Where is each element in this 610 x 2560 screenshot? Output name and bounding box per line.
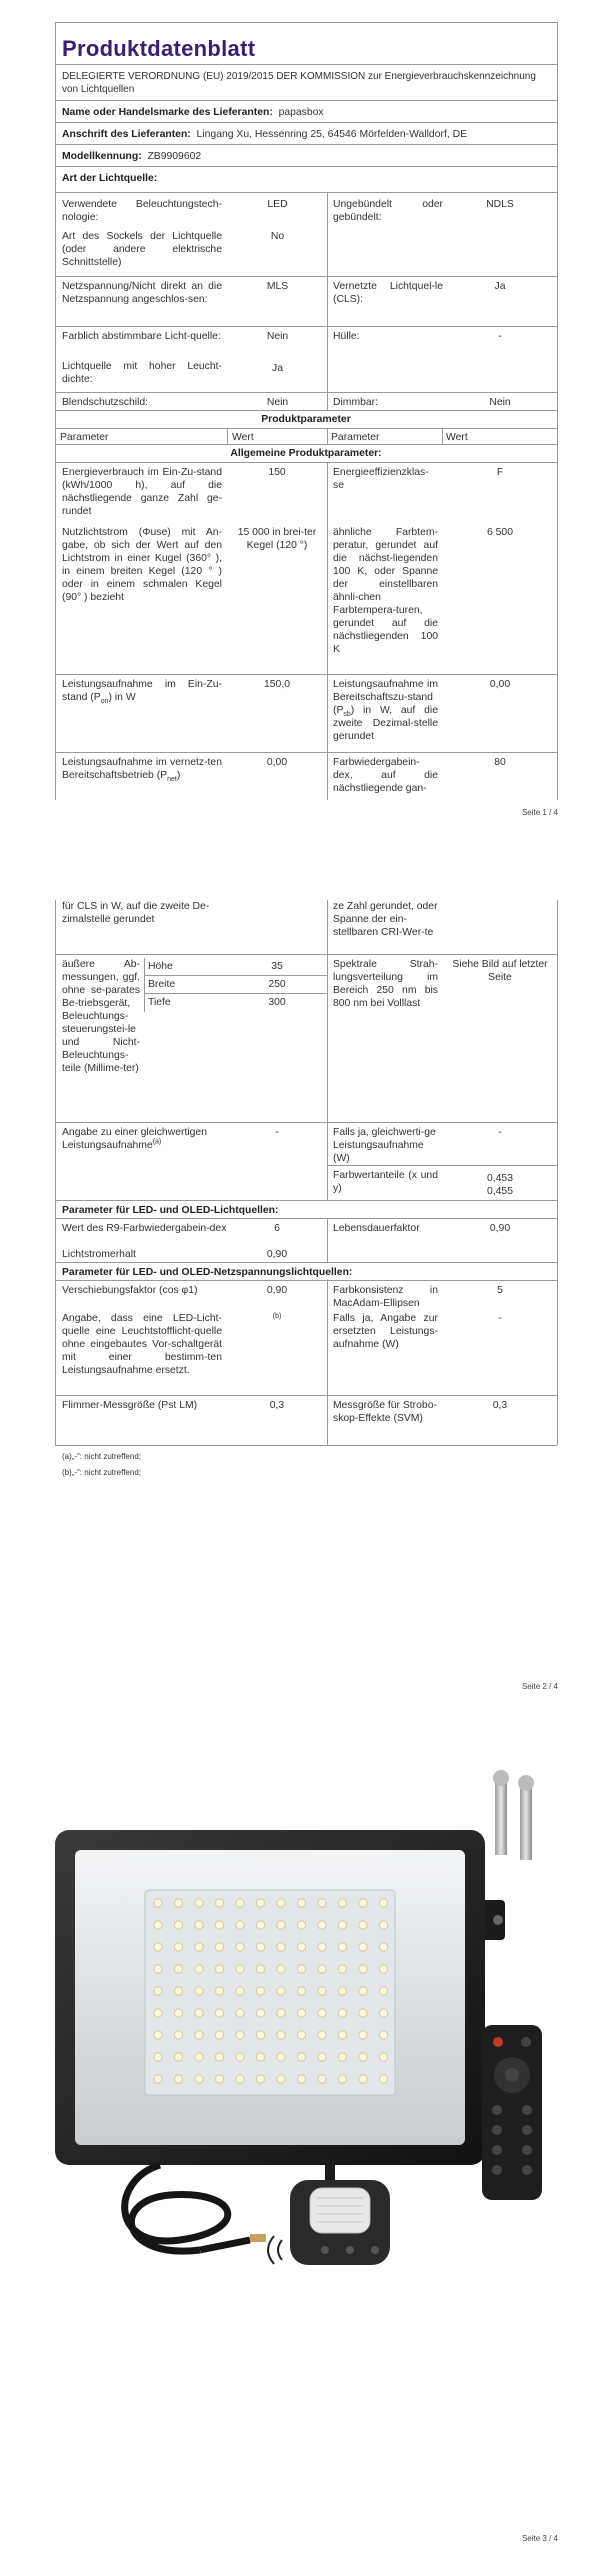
led-dot	[379, 2075, 387, 2083]
networked-label: Vernetzte Lichtquel-le (CLS):	[333, 281, 443, 305]
high-lum-value: Ja	[272, 363, 283, 374]
column-divider	[144, 958, 145, 1012]
led-dot	[338, 2053, 346, 2061]
led-dot	[297, 1921, 305, 1929]
led-dot	[154, 1965, 162, 1973]
consumption-value: 150	[268, 467, 286, 478]
led-dot	[256, 1899, 264, 1907]
cos-value: 0,90	[266, 1285, 288, 1296]
depth-label: Tiefe	[148, 997, 171, 1008]
led-dot	[215, 1987, 223, 1995]
led-dot	[359, 1921, 367, 1929]
page-number: Seite 3 / 4	[521, 2534, 558, 2543]
led-dot	[195, 1987, 203, 1995]
cri-value: 80	[494, 757, 506, 768]
led-dot	[256, 1987, 264, 1995]
led-dot	[338, 2009, 346, 2017]
spd-label: Spektrale Strah-lungsverteilung im Bereich 250 nm bis 800 nm bei Volllast	[333, 959, 438, 1009]
led-dot	[236, 2009, 244, 2017]
led-dot	[215, 1899, 223, 1907]
socket-value: No	[270, 231, 285, 242]
led-dot	[256, 1921, 264, 1929]
sensor-knob	[346, 2246, 354, 2254]
flicker-label: Flimmer-Messgröße (Pst LM)	[62, 1400, 198, 1411]
led-dot	[215, 2053, 223, 2061]
led-dot	[256, 1965, 264, 1973]
dimmable-value: Nein	[489, 397, 511, 408]
led-dot	[318, 2075, 326, 2083]
sheet-left-border	[55, 22, 56, 800]
divider	[55, 1218, 557, 1219]
sheet-right-border	[557, 900, 558, 1445]
power-cable	[125, 2165, 250, 2251]
networked-value: Ja	[494, 281, 506, 292]
standby-sub: sb	[343, 711, 351, 719]
model-value: ZB9909602	[147, 151, 202, 162]
led-dot	[297, 2075, 305, 2083]
net-standby-cont: für CLS in W, auf die zweite De-zimalstelle gerundet	[62, 901, 210, 925]
remote-center-button	[505, 2068, 519, 2082]
divider	[327, 1165, 557, 1166]
divider	[55, 1122, 557, 1123]
power-on-tail: ) in W	[108, 692, 136, 703]
col-value-header-2: Wert	[446, 432, 468, 443]
colour-tunable-label: Farblich abstimmbare Licht-quelle:	[62, 331, 221, 342]
eclass-value: F	[496, 467, 504, 478]
type-heading: Art der Lichtquelle:	[62, 173, 158, 184]
led-dot	[256, 2053, 264, 2061]
product-image	[50, 1770, 560, 2270]
equiv-sup: (a)	[152, 1138, 162, 1146]
supplier-name-row	[62, 106, 324, 119]
divider	[55, 64, 557, 65]
led-dot	[174, 2009, 182, 2017]
led-dot	[379, 2053, 387, 2061]
column-divider	[327, 392, 328, 410]
retro-yes-label: Falls ja, Angabe zur ersetzten Leistungs-aufnahme (W)	[333, 1313, 438, 1350]
params-heading: Produktparameter	[261, 414, 351, 425]
divider	[55, 1395, 557, 1396]
led-dot	[379, 2031, 387, 2039]
net-standby-tail: )	[176, 770, 181, 781]
led-dot	[256, 2075, 264, 2083]
mains-label: Netzspannung/Nicht direkt an die Netzspannung angeschlos-sen:	[62, 281, 222, 305]
divider	[55, 100, 557, 101]
chroma-label: Farbwertanteile (x und y)	[333, 1170, 438, 1194]
led-dot	[338, 1899, 346, 1907]
flux-maint-value: 0,90	[266, 1249, 288, 1260]
led-dot	[174, 2053, 182, 2061]
led-dot	[379, 1943, 387, 1951]
led-dot	[154, 2053, 162, 2061]
chroma-x: 0,453	[486, 1173, 513, 1184]
led-dot	[236, 1899, 244, 1907]
led-dot	[318, 1899, 326, 1907]
divider	[55, 428, 557, 429]
equiv-label-text: Angabe zu einer gleichwertigen Leistungsaufnahme	[62, 1127, 207, 1151]
led-dot	[297, 1965, 305, 1973]
led-dot	[236, 2075, 244, 2083]
led-dot	[318, 2053, 326, 2061]
divider	[55, 326, 557, 327]
width-label: Breite	[148, 979, 176, 990]
column-divider	[442, 428, 443, 444]
led-dot	[236, 1965, 244, 1973]
column-divider	[327, 1218, 328, 1262]
power-on-label	[62, 678, 222, 704]
supplier-address-label: Anschrift des Lieferanten:	[62, 129, 191, 140]
bracket-screw	[493, 1915, 503, 1925]
antiglare-label: Blendschutzschild:	[62, 397, 149, 408]
retro-yes-value: -	[498, 1313, 502, 1324]
led-dot	[359, 1965, 367, 1973]
life-label: Lebensdauerfaktor	[333, 1223, 420, 1234]
footnote-b: (b)„-“: nicht zutreffend;	[62, 1468, 141, 1477]
net-standby-label	[62, 756, 222, 782]
divider	[55, 1280, 557, 1281]
divider	[55, 410, 557, 411]
regulation-text: DELEGIERTE VERORDNUNG (EU) 2019/2015 DER KOMMISSION zur Energieverbrauchskennzeichnung von Lichtquellen	[62, 71, 536, 95]
led-dot	[297, 1987, 305, 1995]
led-dot	[215, 1965, 223, 1973]
cable-end	[250, 2234, 266, 2242]
led-dot	[379, 1965, 387, 1973]
led-dot	[215, 2075, 223, 2083]
led-dot	[195, 2031, 203, 2039]
sheet-right-border	[557, 22, 558, 800]
column-divider	[327, 1395, 328, 1445]
consumption-label: Energieverbrauch im Ein-Zu-stand (kWh/1000 h), auf die nächstliegende ganze Zahl ge-rundet	[62, 467, 222, 517]
led-dot	[236, 1943, 244, 1951]
led-dot	[236, 2053, 244, 2061]
led-dot	[277, 2009, 285, 2017]
divider	[55, 166, 557, 167]
divider	[55, 392, 557, 393]
page-number: Seite 1 / 4	[521, 808, 558, 817]
led-dot	[277, 1943, 285, 1951]
net-standby-value: 0,00	[266, 757, 288, 768]
led-dot	[277, 1987, 285, 1995]
tech-value: LED	[267, 199, 288, 210]
led-dot	[338, 1987, 346, 1995]
led-dot	[195, 2009, 203, 2017]
led-dot	[215, 1921, 223, 1929]
led-dot	[338, 2031, 346, 2039]
tech-label: Verwendete Beleuchtungstech-nologie:	[62, 199, 222, 223]
flicker-value: 0,3	[269, 1400, 285, 1411]
led-dot	[154, 2075, 162, 2083]
divider	[55, 674, 557, 675]
depth-value: 300	[268, 997, 286, 1008]
sheet-top-border	[55, 22, 557, 23]
remote-control	[482, 2025, 542, 2200]
standby-label	[333, 678, 438, 743]
equiv-value: -	[275, 1127, 279, 1138]
strobo-value: 0,3	[492, 1400, 508, 1411]
page-number: Seite 2 / 4	[521, 1682, 558, 1691]
column-divider	[327, 462, 328, 800]
led-dot	[154, 2031, 162, 2039]
col-value-header: Wert	[232, 432, 254, 443]
dims-label: äußere Ab-messungen, ggf. ohne se-parates Be-triebsgerät, Beleuchtungs-steuerungstei-le und Nicht-Beleuchtungs-teile (Millime-ter)	[62, 959, 140, 1074]
net-standby-sub: net	[167, 776, 177, 784]
led-dot	[338, 1965, 346, 1973]
envelope-label: Hülle:	[333, 331, 360, 342]
divider	[55, 462, 557, 463]
led-dot	[379, 1987, 387, 1995]
led-dot	[359, 2075, 367, 2083]
envelope-value: -	[498, 331, 502, 342]
led-dot	[256, 2009, 264, 2017]
led-dot	[297, 1899, 305, 1907]
led-dot	[195, 1899, 203, 1907]
divider	[55, 1262, 557, 1263]
expansion-bolts	[493, 1770, 534, 1860]
high-lum-label: Lichtquelle mit hoher Leucht-dichte:	[62, 361, 222, 385]
socket-label: Art des Sockels der Lichtquelle (oder andere elektrische Schnittstelle)	[62, 231, 222, 268]
standby-label-text: Leistungsaufnahme im Bereitschaftszu-stand (P	[333, 679, 438, 716]
supplier-address-value: Lingang Xu, Hessenring 25, 64546 Mörfelden-Walldorf, DE	[196, 129, 468, 140]
strobo-label: Messgröße für Strobo-skop-Effekte (SVM)	[333, 1400, 437, 1424]
led-dot	[359, 1899, 367, 1907]
footnote-a: (a)„-“: nicht zutreffend;	[62, 1452, 141, 1461]
cct-label: ähnliche Farbtem-peratur, gerundet auf die nächst-liegenden 100 K, oder Spanne der einstellbaren ähnli-chen Farbtempera-turen, gerundet auf die nächstliegenden 100 K	[333, 527, 438, 655]
led-dot	[297, 1943, 305, 1951]
antiglare-value: Nein	[266, 397, 289, 408]
divider	[55, 752, 557, 753]
net-standby-label-text: Leistungsaufnahme im vernetz-ten Bereitschaftsbetrieb (P	[62, 757, 222, 781]
led-dot	[359, 2031, 367, 2039]
led-dot	[338, 2075, 346, 2083]
led-dot	[256, 1943, 264, 1951]
supplier-address-row	[62, 128, 467, 141]
led-dot	[195, 2053, 203, 2061]
sheet-left-border	[55, 900, 56, 1445]
unbundled-label: Ungebündelt oder gebündelt:	[333, 199, 443, 223]
led-dot	[195, 1921, 203, 1929]
standby-value: 0,00	[489, 679, 511, 690]
led-dot	[174, 1943, 182, 1951]
power-on-label-text: Leistungsaufnahme im Ein-Zu-stand (P	[62, 679, 222, 703]
led-dot	[318, 1965, 326, 1973]
flux-value: 15 000 in brei-ter Kegel (120 °)	[237, 527, 317, 551]
cri-cont: ze Zahl gerundet, oder Spanne der ein-stellbaren CRI-Wer-te	[333, 901, 438, 938]
led-dot	[174, 1921, 182, 1929]
colour-tunable-value: Nein	[266, 331, 289, 342]
led-dot	[297, 2009, 305, 2017]
supplier-name-value: papasbox	[278, 107, 324, 118]
retro-value: (b)	[272, 1313, 282, 1320]
led-dot	[318, 1921, 326, 1929]
divider	[55, 144, 557, 145]
spd-value: Siehe Bild auf letzter Seite	[452, 959, 548, 983]
led-dot	[174, 2075, 182, 2083]
led-dot	[379, 1921, 387, 1929]
column-divider	[327, 192, 328, 392]
flux-label: Nutzlichtstrom (Φuse) mit An-gabe, ob sich der Wert auf den Lichtstrom in einer Kugel (360° ), in einem breiten Kegel (120 ° ) oder in einem schmalen Kegel (90° ) bezieht	[62, 527, 222, 603]
mains-value: MLS	[266, 281, 289, 292]
led-dot	[174, 1987, 182, 1995]
power-on-value: 150,0	[263, 679, 290, 690]
divider	[55, 1200, 557, 1201]
macadam-label: Farbkonsistenz in MacAdam-Ellipsen	[333, 1285, 438, 1309]
column-divider	[327, 1280, 328, 1395]
led-dot	[154, 1899, 162, 1907]
led-dot	[195, 1943, 203, 1951]
led-dot	[154, 1987, 162, 1995]
led-dot	[174, 1899, 182, 1907]
led-dot	[236, 1987, 244, 1995]
led-dot	[297, 2053, 305, 2061]
remote-power-button	[493, 2037, 503, 2047]
height-label: Höhe	[148, 961, 173, 972]
divider	[144, 975, 327, 976]
divider	[55, 276, 557, 277]
led-dot	[215, 2031, 223, 2039]
cri-label: Farbwiedergabein-dex, auf die nächstliegende gan-	[333, 757, 438, 794]
height-value: 35	[271, 961, 283, 972]
led-dot	[256, 2031, 264, 2039]
led-dot	[338, 1943, 346, 1951]
equiv-yes-value: -	[498, 1127, 502, 1138]
sensor-knob	[371, 2246, 379, 2254]
led-dot	[318, 1943, 326, 1951]
divider	[55, 122, 557, 123]
led-dot	[359, 2009, 367, 2017]
equiv-label	[62, 1126, 222, 1152]
led-dot	[359, 2053, 367, 2061]
eclass-label: Energieeffizienzklas-se	[333, 467, 429, 491]
divider	[144, 993, 327, 994]
led-dot	[318, 1987, 326, 1995]
life-value: 0,90	[489, 1223, 511, 1234]
power-on-sub: on	[100, 698, 109, 706]
led-dot	[277, 1899, 285, 1907]
unbundled-value: NDLS	[486, 199, 514, 210]
r9-value: 6	[274, 1223, 280, 1234]
led-dot	[277, 1921, 285, 1929]
column-divider	[327, 900, 328, 1200]
divider	[55, 954, 557, 955]
led-dot	[154, 1921, 162, 1929]
remote-button	[521, 2037, 531, 2047]
width-value: 250	[268, 979, 286, 990]
equiv-yes-label: Falls ja, gleichwerti-ge Leistungsaufnahme (W)	[333, 1127, 436, 1164]
mains-heading: Parameter für LED- und OLED-Netzspannungslichtquellen:	[62, 1267, 353, 1278]
page-title: Produktdatenblatt	[62, 36, 256, 61]
led-dot	[277, 2053, 285, 2061]
r9-label: Wert des R9-Farbwiedergabein-dex	[62, 1223, 227, 1234]
led-dot	[318, 2031, 326, 2039]
general-heading: Allgemeine Produktparameter:	[230, 448, 382, 459]
led-dot	[195, 1965, 203, 1973]
led-heading: Parameter für LED- und OLED-Lichtquellen:	[62, 1205, 279, 1216]
flux-maint-label: Lichtstromerhalt	[62, 1249, 136, 1260]
model-row	[62, 150, 201, 163]
led-dot	[318, 2009, 326, 2017]
led-dot	[215, 2009, 223, 2017]
led-dot	[236, 2031, 244, 2039]
led-dot	[277, 2075, 285, 2083]
macadam-value: 5	[497, 1285, 503, 1296]
divider	[55, 192, 557, 193]
divider	[55, 1445, 557, 1446]
led-dot	[379, 1899, 387, 1907]
divider	[55, 444, 557, 445]
led-dot	[359, 1987, 367, 1995]
supplier-name-label: Name oder Handelsmarke des Lieferanten:	[62, 107, 273, 118]
led-dot	[195, 2075, 203, 2083]
retro-label: Angabe, dass eine LED-Licht-quelle eine Leuchtstofflicht-quelle ohne eingebautes Vor-schaltgerät mit einer bestimm-ten Leistungsaufnahme ersetzt.	[62, 1313, 222, 1376]
led-dot	[379, 2009, 387, 2017]
led-dot	[277, 1965, 285, 1973]
led-dot	[236, 1921, 244, 1929]
led-dot	[338, 1921, 346, 1929]
column-divider	[227, 428, 228, 444]
dimmable-label: Dimmbar:	[333, 397, 379, 408]
standby-tail: ) in W, auf die zweite Dezimal-stelle gerundet	[333, 705, 438, 742]
led-dot	[154, 2009, 162, 2017]
sensor-dome	[310, 2188, 370, 2233]
led-dot	[215, 1943, 223, 1951]
col-param-header-2: Parameter	[331, 432, 380, 443]
led-dot	[174, 2031, 182, 2039]
col-param-header: Parameter	[60, 432, 109, 443]
motion-wave-icon	[268, 2236, 282, 2264]
led-dot	[277, 2031, 285, 2039]
column-divider	[327, 428, 328, 444]
led-dot	[174, 1965, 182, 1973]
model-label: Modellkennung:	[62, 151, 142, 162]
led-dot	[154, 1943, 162, 1951]
cos-label: Verschiebungsfaktor (cos φ1)	[62, 1285, 198, 1296]
sensor-knob	[321, 2246, 329, 2254]
cct-value: 6 500	[486, 527, 513, 538]
chroma-y: 0,455	[486, 1186, 513, 1197]
led-dot	[297, 2031, 305, 2039]
led-dot	[359, 1943, 367, 1951]
